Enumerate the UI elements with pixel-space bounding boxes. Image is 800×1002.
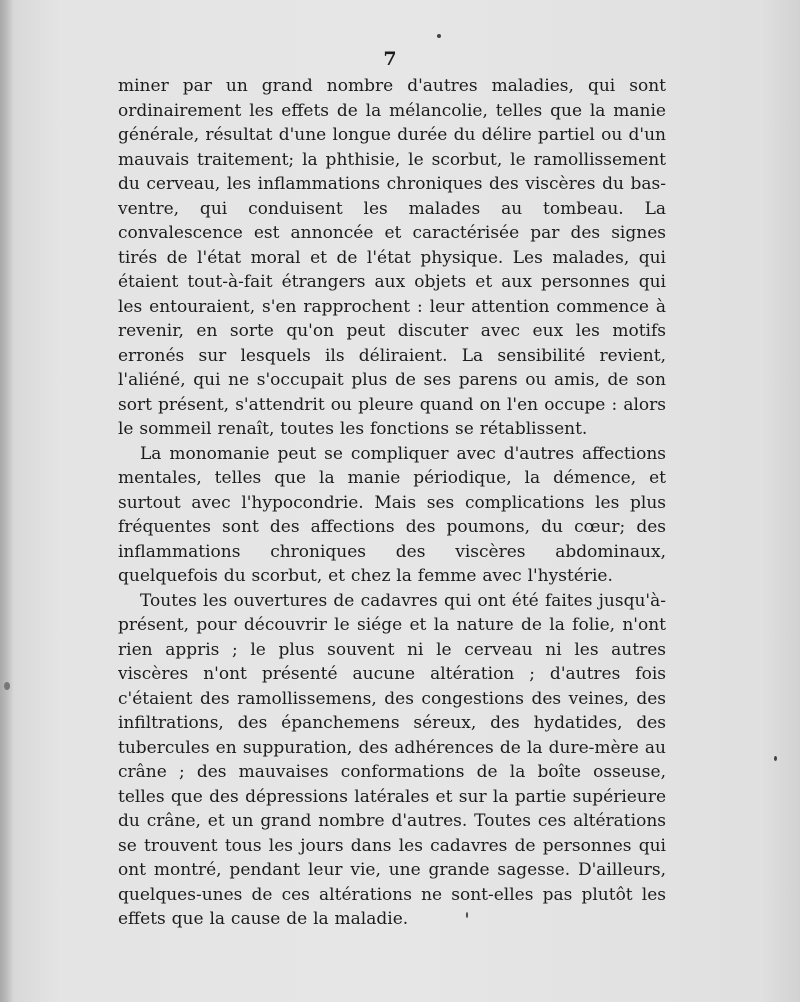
ink-speck — [774, 756, 777, 761]
ink-speck — [437, 34, 441, 38]
paragraph-3: Toutes les ouvertures de cadavres qui ont été faites jusqu'à-présent, pour découvrir le siége et la nature de la folie, n'ont rien appris ; le plus souvent ni le cerveau ni les autres viscères n'ont présenté aucune altération ; d'autres fois c'étaient des ramollissemens, des congestions des veines, des infiltrations, des épanchemens séreux, des hydatides, des tubercules en suppuration, des adhérences de la dure-mère au crâne ; des mauvaises conformations de la boîte osseuse, telles que des dépressions latérales et sur la partie supérieure du crâne, et un grand nombre d'autres. Toutes ces altérations se trouvent tous les jours dans les cadavres de personnes qui ont montré, pendant leur vie, une grande sagesse. D'ailleurs, quelques-unes de ces altérations ne sont-elles pas plutôt les effets que la cause de la maladie. — [118, 590, 666, 929]
paragraph-1: miner par un grand nombre d'autres maladies, qui sont ordinairement les effets de la mélancolie, telles que la manie générale, résultat d'une longue durée du délire partiel ou d'un mauvais traitement; la phthisie, le scorbut, le ramollissement du cerveau, les inflammations chroniques des viscères du bas-ventre, qui conduisent les malades au tombeau. La convalescence est annoncée et caractérisée par des signes tirés de l'état moral et de l'état physique. Les malades, qui étaient tout-à-fait étrangers aux objets et aux personnes qui les entouraient, s'en rapprochent : leur attention commence à revenir, en sorte qu'on peut discuter avec eux les motifs erronés sur lesquels ils déliraient. La sensibilité revient, l'aliéné, qui ne s'occupait plus de ses parens ou amis, de son sort présent, s'attendrit ou pleure quand on l'en occupe : alors le sommeil renaît, toutes les fonctions se rétablissent. — [118, 76, 666, 439]
gutter-shadow — [0, 0, 14, 1002]
ink-speck — [466, 912, 468, 918]
page-number: 7 — [383, 48, 397, 70]
paragraph-2: La monomanie peut se compliquer avec d'autres affections mentales, telles que la manie périodique, la démence, et surtout avec l'hypocondrie. Mais ses complications les plus fréquentes sont des affections des poumons, du cœur; des inflammations chroniques des viscères abdominaux, quelquefois du scorbut, et chez la femme avec l'hystérie. — [118, 443, 666, 586]
body-text — [118, 74, 666, 932]
ink-speck — [4, 682, 10, 690]
